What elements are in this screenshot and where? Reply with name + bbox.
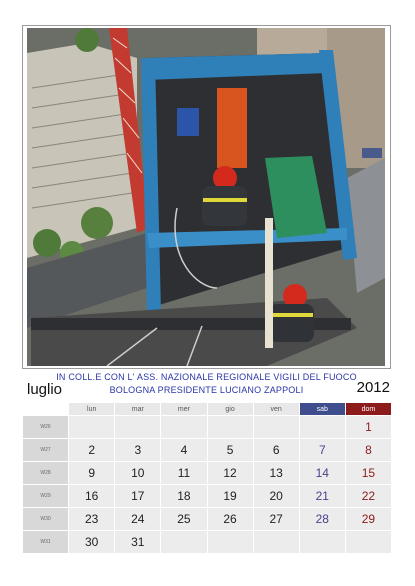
week-row <box>23 416 392 439</box>
day-cell: 6 <box>253 439 299 462</box>
caption-line-2: BOLOGNA PRESIDENTE LUCIANO ZAPPOLI <box>109 385 304 395</box>
day-cell: 16 <box>69 485 115 508</box>
day-cell: 30 <box>69 531 115 554</box>
weekday-lun: lun <box>69 403 115 416</box>
week-row <box>23 462 392 485</box>
day-cell: 10 <box>115 462 161 485</box>
week-number: W31 <box>23 531 69 554</box>
week-number: W28 <box>23 462 69 485</box>
day-cell: 2 <box>69 439 115 462</box>
weekday-ven: ven <box>253 403 299 416</box>
day-cell: 5 <box>207 439 253 462</box>
day-cell: 18 <box>161 485 207 508</box>
day-cell <box>253 531 299 554</box>
day-cell: 7 <box>299 439 345 462</box>
weekday-mer: mer <box>161 403 207 416</box>
day-cell: 21 <box>299 485 345 508</box>
weekday-dom: dom <box>345 403 391 416</box>
day-cell <box>299 531 345 554</box>
week-number: W27 <box>23 439 69 462</box>
calendar-grid <box>22 402 392 554</box>
photo-frame <box>22 25 391 369</box>
day-cell <box>345 531 391 554</box>
week-number-header <box>23 403 69 416</box>
day-cell <box>207 531 253 554</box>
day-cell <box>299 416 345 439</box>
day-cell: 19 <box>207 485 253 508</box>
weekday-sab: sab <box>299 403 345 416</box>
week-row <box>23 508 392 531</box>
day-cell: 31 <box>115 531 161 554</box>
day-cell: 13 <box>253 462 299 485</box>
day-cell: 9 <box>69 462 115 485</box>
week-row <box>23 439 392 462</box>
photo-illustration <box>27 28 385 366</box>
day-cell <box>161 416 207 439</box>
month-name: luglio <box>27 381 63 398</box>
week-number: W29 <box>23 485 69 508</box>
day-cell: 3 <box>115 439 161 462</box>
caption-line-1: IN COLL.E CON L' ASS. NAZIONALE REGIONALE VIGILI DEL FUOCO <box>56 372 357 382</box>
day-cell: 24 <box>115 508 161 531</box>
day-cell: 28 <box>299 508 345 531</box>
day-cell <box>69 416 115 439</box>
week-row <box>23 485 392 508</box>
weekday-mar: mar <box>115 403 161 416</box>
day-cell: 23 <box>69 508 115 531</box>
day-cell: 14 <box>299 462 345 485</box>
day-cell: 15 <box>345 462 391 485</box>
week-number: W26 <box>23 416 69 439</box>
week-number: W30 <box>23 508 69 531</box>
day-cell <box>161 531 207 554</box>
day-cell: 8 <box>345 439 391 462</box>
day-cell: 20 <box>253 485 299 508</box>
day-cell: 26 <box>207 508 253 531</box>
weekday-gio: gio <box>207 403 253 416</box>
day-cell: 1 <box>345 416 391 439</box>
day-cell: 29 <box>345 508 391 531</box>
day-cell: 25 <box>161 508 207 531</box>
day-cell <box>207 416 253 439</box>
day-cell: 17 <box>115 485 161 508</box>
year: 2012 <box>356 379 390 396</box>
day-cell <box>253 416 299 439</box>
firefighters-aerial-platform-photo <box>27 28 385 366</box>
day-cell: 27 <box>253 508 299 531</box>
weekday-header-row <box>23 403 392 416</box>
day-cell: 11 <box>161 462 207 485</box>
day-cell <box>115 416 161 439</box>
day-cell: 4 <box>161 439 207 462</box>
day-cell: 22 <box>345 485 391 508</box>
week-row <box>23 531 392 554</box>
day-cell: 12 <box>207 462 253 485</box>
